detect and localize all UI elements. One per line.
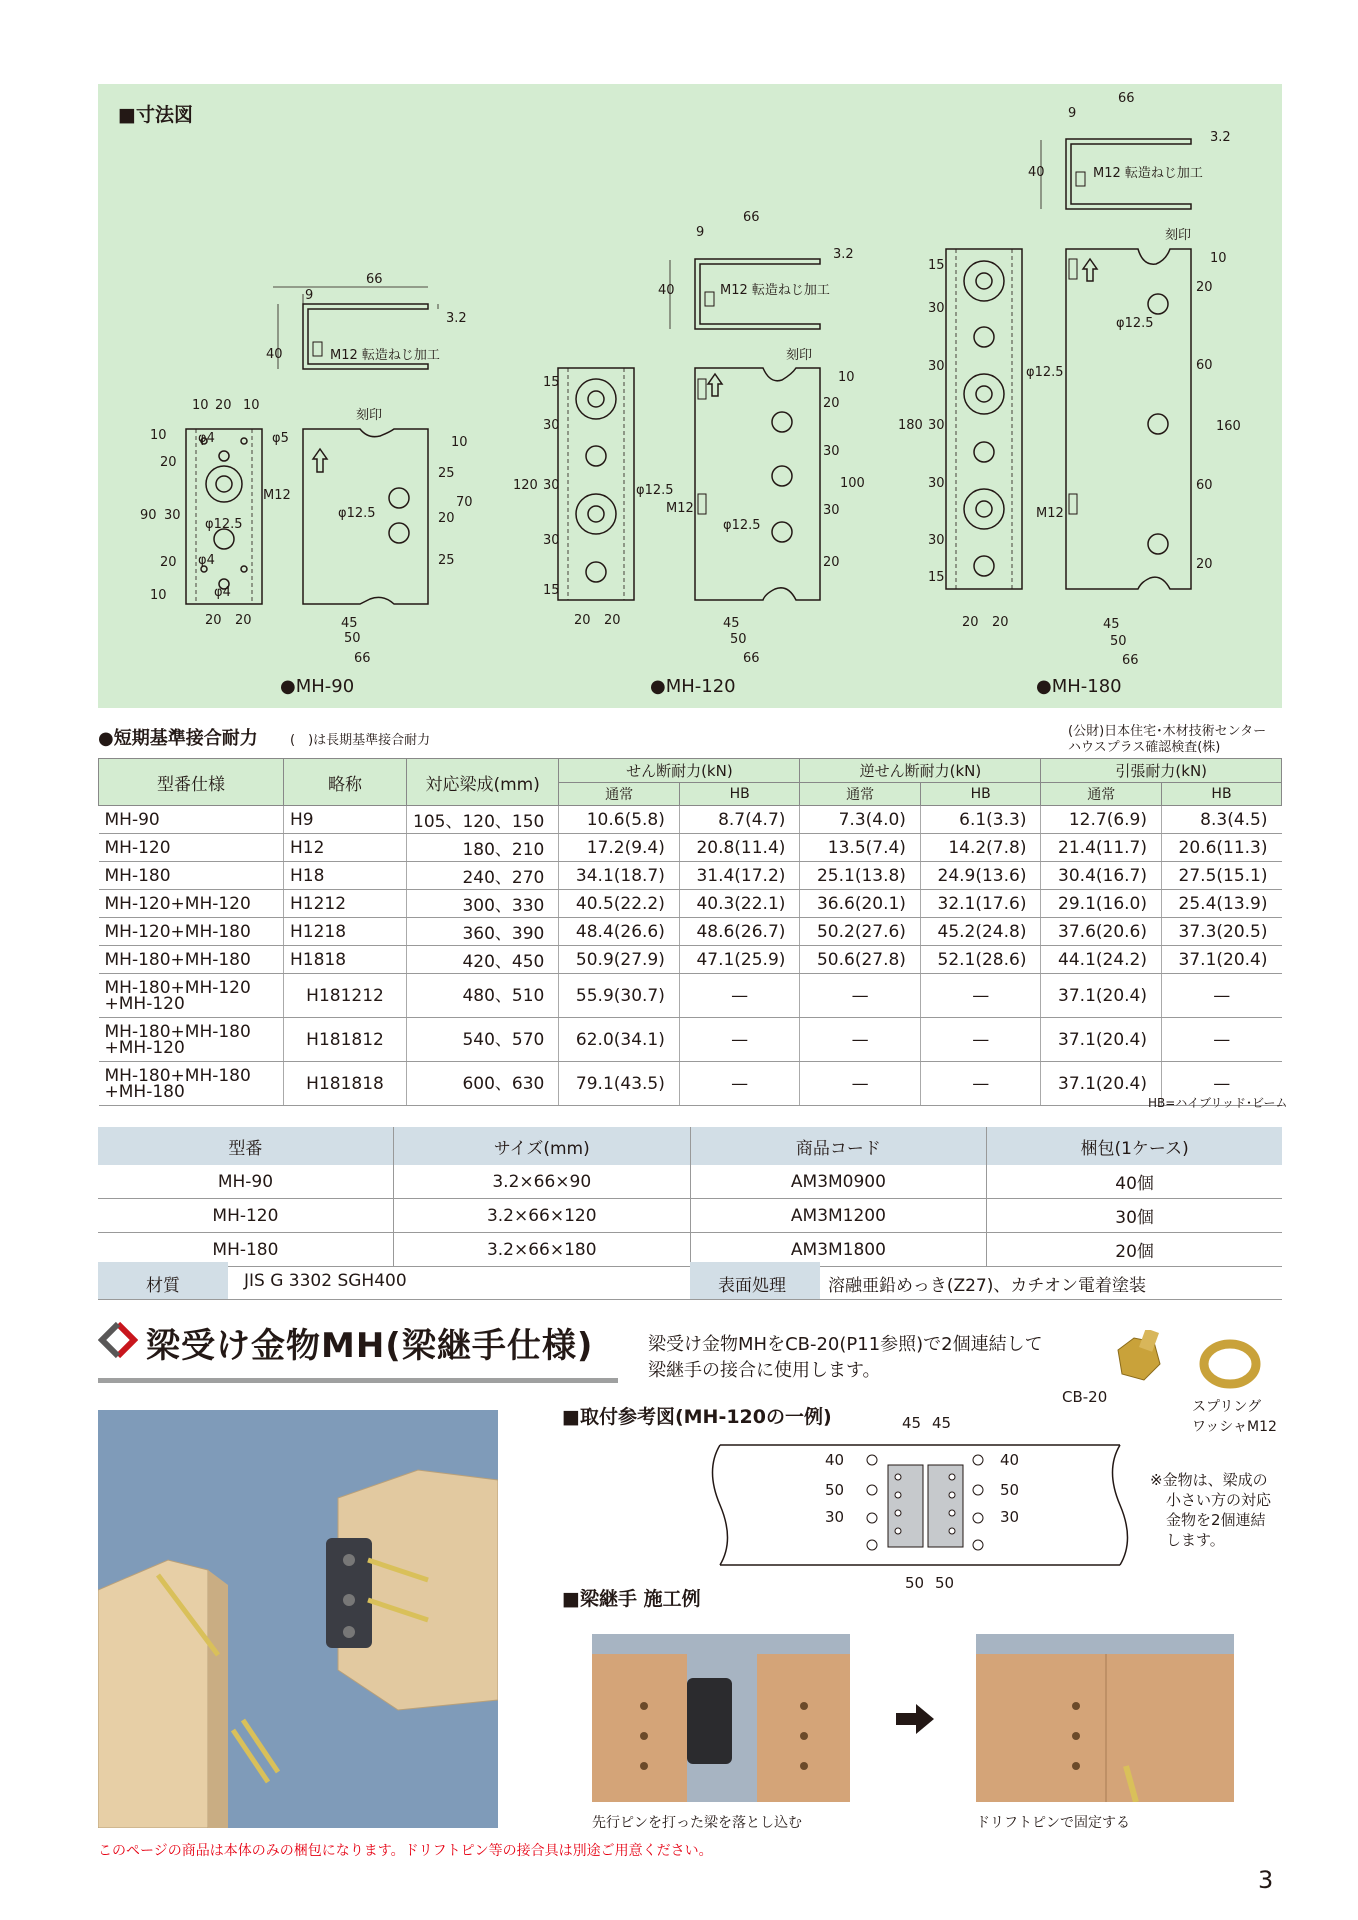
- mount-note-line: します。: [1166, 1531, 1225, 1549]
- svg-text:90: 90: [140, 508, 157, 523]
- cell-model: [99, 1018, 284, 1062]
- cell-value: 45.2(24.8): [920, 918, 1041, 946]
- svg-text:10: 10: [1210, 251, 1227, 266]
- col-model: 型番: [98, 1127, 393, 1165]
- cell-beam: 600、630: [407, 1062, 559, 1106]
- mount-section-title: ■取付参考図(MH-120の一例): [562, 1406, 832, 1428]
- col-hb: HB: [679, 783, 800, 806]
- dimension-section-title: ■寸法図: [118, 104, 193, 126]
- mount-dim-l30: 30: [825, 1508, 845, 1526]
- svg-text:30: 30: [543, 418, 560, 433]
- mh120-dim-66: 66: [743, 210, 760, 225]
- mh180-dim-40: 40: [1028, 165, 1045, 180]
- col-code: 商品コード: [690, 1127, 987, 1165]
- svg-text:45: 45: [723, 616, 740, 631]
- table-cell: MH-90: [98, 1165, 393, 1199]
- mh120-dim-9: 9: [696, 225, 705, 240]
- washer-icon: [1198, 1336, 1262, 1392]
- col-reverse-shear: 逆せん断耐力(kN): [800, 759, 1041, 783]
- material-row: [98, 1262, 1282, 1300]
- cell-value: 30.4(16.7): [1041, 862, 1162, 890]
- mount-dim-l50: 50: [825, 1481, 845, 1499]
- svg-text:φ12.5: φ12.5: [636, 483, 674, 498]
- cell-value: 36.6(20.1): [800, 890, 921, 918]
- table-row: [99, 806, 1282, 834]
- mount-drawing: [700, 1410, 1140, 1600]
- model-line: MH-180: [104, 865, 171, 886]
- cell-value: 24.9(13.6): [920, 862, 1041, 890]
- table-cell: 30個: [987, 1199, 1282, 1233]
- mh180-dim-9: 9: [1068, 106, 1077, 121]
- mh120-phi12-5: φ12.5: [723, 518, 761, 533]
- table-row: [98, 1199, 1282, 1233]
- table-row: [99, 1062, 1282, 1106]
- cell-value: 7.3(4.0): [800, 806, 921, 834]
- svg-text:φ4: φ4: [198, 431, 215, 446]
- mh180-thread-label: M12 転造ねじ加工: [1093, 166, 1203, 181]
- svg-text:25: 25: [438, 553, 455, 568]
- svg-text:10: 10: [838, 370, 855, 385]
- cell-model: [99, 890, 284, 918]
- mh120-m12-label: M12: [666, 501, 694, 516]
- mh120-label: ●MH-120: [650, 676, 736, 697]
- cell-value: —: [1162, 1018, 1282, 1062]
- cell-value: —: [1162, 1062, 1282, 1106]
- material-value: JIS G 3302 SGH400: [244, 1271, 407, 1291]
- mh120-dim-40: 40: [658, 283, 675, 298]
- mount-dim-b50a: 50: [905, 1574, 925, 1592]
- svg-text:30: 30: [928, 476, 945, 491]
- svg-text:15: 15: [543, 583, 560, 598]
- svg-text:φ12.5: φ12.5: [205, 517, 243, 532]
- cell-value: —: [679, 1062, 800, 1106]
- table-cell: 40個: [987, 1165, 1282, 1199]
- svg-text:15: 15: [543, 375, 560, 390]
- svg-text:30: 30: [928, 359, 945, 374]
- cell-value: 44.1(24.2): [1041, 946, 1162, 974]
- svg-text:20: 20: [823, 555, 840, 570]
- cell-value: 50.2(27.6): [800, 918, 921, 946]
- table-cell: 3.2×66×180: [393, 1233, 690, 1267]
- cell-beam: 105、120、150: [407, 806, 559, 834]
- svg-text:φ4: φ4: [198, 553, 215, 568]
- mh180-front-plate: [946, 249, 1022, 589]
- svg-text:50: 50: [344, 631, 361, 646]
- mh90-dim-40: 40: [266, 347, 283, 362]
- table-row: [99, 946, 1282, 974]
- svg-text:50: 50: [1110, 634, 1127, 649]
- model-line: MH-120: [104, 837, 171, 858]
- cell-value: 50.6(27.8): [800, 946, 921, 974]
- mh120-thread-label: M12 転造ねじ加工: [720, 283, 830, 298]
- mount-dim-b50b: 50: [935, 1574, 955, 1592]
- mh90-thread-label: M12 転造ねじ加工: [330, 348, 440, 363]
- dimension-drawings: [98, 84, 1282, 708]
- svg-text:30: 30: [164, 508, 181, 523]
- cell-value: 17.2(9.4): [559, 834, 680, 862]
- svg-text:30: 30: [823, 444, 840, 459]
- col-normal: 通常: [1041, 783, 1162, 806]
- construction-photo-1: [592, 1634, 850, 1802]
- svg-text:15: 15: [928, 258, 945, 273]
- col-model-spec: 型番仕様: [99, 759, 284, 806]
- brand-logo-icon: [98, 1320, 138, 1360]
- cell-model: [99, 918, 284, 946]
- cell-beam: 180、210: [407, 834, 559, 862]
- cell-abbr: H1212: [284, 890, 407, 918]
- mh180-stamp-label: 刻印: [1165, 228, 1192, 243]
- cell-value: 52.1(28.6): [920, 946, 1041, 974]
- svg-text:φ12.5: φ12.5: [1026, 365, 1064, 380]
- svg-text:30: 30: [928, 418, 945, 433]
- surface-label: 表面処理: [718, 1276, 786, 1296]
- svg-text:20: 20: [574, 613, 591, 628]
- cell-value: 8.3(4.5): [1162, 806, 1282, 834]
- model-line: MH-180+MH-180: [104, 1065, 251, 1086]
- cell-model: [99, 946, 284, 974]
- cell-abbr: H1218: [284, 918, 407, 946]
- cell-model: [99, 1062, 284, 1106]
- bolt-icon: [1110, 1330, 1170, 1390]
- cell-value: 25.4(13.9): [1162, 890, 1282, 918]
- cell-beam: 360、390: [407, 918, 559, 946]
- cell-value: 47.1(25.9): [679, 946, 800, 974]
- cell-value: 37.6(20.6): [1041, 918, 1162, 946]
- surface-value: 溶融亜鉛めっき(Z27)、カチオン電着塗装: [828, 1276, 1147, 1296]
- table-row: [99, 974, 1282, 1018]
- cell-value: —: [679, 1018, 800, 1062]
- cell-value: —: [800, 1062, 921, 1106]
- table-row: [99, 890, 1282, 918]
- model-line: MH-120+MH-180: [104, 921, 251, 942]
- cell-value: 34.1(18.7): [559, 862, 680, 890]
- svg-text:20: 20: [1196, 557, 1213, 572]
- cell-value: 37.1(20.4): [1162, 946, 1282, 974]
- svg-text:60: 60: [1196, 478, 1213, 493]
- joint-illustration: [98, 1410, 498, 1828]
- product-desc-2: 梁継手の接合に使用します。: [648, 1360, 881, 1381]
- mh90-label: ●MH-90: [280, 676, 355, 697]
- cell-abbr: H9: [284, 806, 407, 834]
- model-line: MH-90: [104, 809, 160, 830]
- cell-model: [99, 834, 284, 862]
- strength-section-title: ●短期基準接合耐力: [98, 728, 258, 749]
- cell-value: 37.1(20.4): [1041, 974, 1162, 1018]
- svg-text:30: 30: [928, 533, 945, 548]
- cell-abbr: H181812: [284, 1018, 407, 1062]
- cb20-label: CB-20: [1062, 1388, 1108, 1406]
- col-package: 梱包(1ケース): [987, 1127, 1282, 1165]
- model-line: MH-180+MH-180: [104, 1021, 251, 1042]
- cell-value: 31.4(17.2): [679, 862, 800, 890]
- mh90-m12-label: M12: [263, 488, 291, 503]
- strength-table-header-row: [99, 759, 1282, 783]
- table-row: [99, 834, 1282, 862]
- table-cell: 20個: [987, 1233, 1282, 1267]
- svg-text:25: 25: [438, 466, 455, 481]
- mh120-dim-3-2: 3.2: [833, 247, 854, 262]
- svg-text:45: 45: [341, 616, 358, 631]
- svg-text:30: 30: [543, 533, 560, 548]
- svg-text:66: 66: [743, 651, 760, 666]
- cell-beam: 420、450: [407, 946, 559, 974]
- cell-value: 25.1(13.8): [800, 862, 921, 890]
- svg-text:50: 50: [730, 632, 747, 647]
- svg-text:20: 20: [604, 613, 621, 628]
- table-cell: AM3M1200: [690, 1199, 987, 1233]
- cell-value: 13.5(7.4): [800, 834, 921, 862]
- cell-value: 55.9(30.7): [559, 974, 680, 1018]
- cell-value: 12.7(6.9): [1041, 806, 1162, 834]
- cell-value: —: [800, 974, 921, 1018]
- model-line: +MH-120: [104, 1037, 185, 1058]
- cell-value: —: [920, 1062, 1041, 1106]
- cell-value: 79.1(43.5): [559, 1062, 680, 1106]
- svg-text:60: 60: [1196, 358, 1213, 373]
- col-tension: 引張耐力(kN): [1041, 759, 1282, 783]
- product-title: 梁受け金物MH(梁継手仕様): [146, 1326, 594, 1366]
- svg-text:φ4: φ4: [214, 585, 231, 600]
- svg-text:φ5: φ5: [272, 431, 289, 446]
- svg-text:10: 10: [150, 588, 167, 603]
- cell-abbr: H18: [284, 862, 407, 890]
- cell-value: 40.3(22.1): [679, 890, 800, 918]
- mh180-label: ●MH-180: [1036, 676, 1122, 697]
- svg-text:20: 20: [438, 511, 455, 526]
- table-row: [99, 918, 1282, 946]
- table-row: [99, 862, 1282, 890]
- svg-text:30: 30: [928, 301, 945, 316]
- strength-note: ( )は長期基準接合耐力: [290, 733, 431, 748]
- mh90-front-dimensions: [140, 398, 289, 628]
- svg-text:70: 70: [456, 495, 473, 510]
- cell-model: [99, 862, 284, 890]
- col-shear: せん断耐力(kN): [559, 759, 800, 783]
- mount-dim-r50: 50: [1000, 1481, 1020, 1499]
- mh90-dim-66: 66: [366, 272, 383, 287]
- mount-note-line: ※金物は、梁成の: [1150, 1471, 1268, 1489]
- cell-value: —: [679, 974, 800, 1018]
- construction-caption-2: ドリフトピンで固定する: [976, 1815, 1130, 1831]
- svg-text:180: 180: [898, 418, 923, 433]
- cell-value: 48.4(26.6): [559, 918, 680, 946]
- col-normal: 通常: [800, 783, 921, 806]
- svg-text:66: 66: [354, 651, 371, 666]
- table-cell: AM3M0900: [690, 1165, 987, 1199]
- col-hb: HB: [920, 783, 1041, 806]
- table-row: [99, 1018, 1282, 1062]
- strength-table: [98, 758, 1282, 1106]
- cell-value: 20.8(11.4): [679, 834, 800, 862]
- mh180-m12-label: M12: [1036, 506, 1064, 521]
- mount-note: [1150, 1470, 1271, 1550]
- mount-dim-r40: 40: [1000, 1451, 1020, 1469]
- svg-text:10: 10: [451, 435, 468, 450]
- cell-model: [99, 806, 284, 834]
- construction-caption-1: 先行ピンを打った梁を落とし込む: [592, 1815, 802, 1831]
- svg-text:30: 30: [543, 478, 560, 493]
- mh180-side-plate: [1066, 249, 1191, 589]
- svg-text:120: 120: [513, 478, 538, 493]
- svg-text:20: 20: [1196, 280, 1213, 295]
- model-line: MH-180+MH-120: [104, 977, 251, 998]
- cell-value: 50.9(27.9): [559, 946, 680, 974]
- mh90-phi12-5: φ12.5: [338, 506, 376, 521]
- table-row: [98, 1165, 1282, 1199]
- model-line: MH-180+MH-180: [104, 949, 251, 970]
- mh180-side-dimensions: [1103, 251, 1241, 668]
- svg-text:20: 20: [215, 398, 232, 413]
- svg-text:20: 20: [235, 613, 252, 628]
- cell-abbr: H12: [284, 834, 407, 862]
- cell-value: 62.0(34.1): [559, 1018, 680, 1062]
- mh120-stamp-label: 刻印: [786, 348, 813, 363]
- model-line: MH-120+MH-120: [104, 893, 251, 914]
- cell-value: 37.1(20.4): [1041, 1018, 1162, 1062]
- washer-label-2: ワッシャM12: [1192, 1419, 1277, 1435]
- table-cell: MH-120: [98, 1199, 393, 1233]
- hb-note: HB=ハイブリッド･ビーム: [1148, 1096, 1288, 1110]
- mh180-dim-3-2: 3.2: [1210, 130, 1231, 145]
- svg-text:10: 10: [192, 398, 209, 413]
- table-cell: 3.2×66×120: [393, 1199, 690, 1233]
- cell-value: —: [800, 1018, 921, 1062]
- col-normal: 通常: [559, 783, 680, 806]
- cell-beam: 300、330: [407, 890, 559, 918]
- cell-value: 8.7(4.7): [679, 806, 800, 834]
- cell-abbr: H181818: [284, 1062, 407, 1106]
- svg-text:20: 20: [160, 455, 177, 470]
- page-number: 3: [1258, 1866, 1274, 1894]
- cell-value: 20.6(11.3): [1162, 834, 1282, 862]
- cell-value: 32.1(17.6): [920, 890, 1041, 918]
- model-line: +MH-120: [104, 993, 185, 1014]
- svg-text:66: 66: [1122, 653, 1139, 668]
- cell-value: 40.5(22.2): [559, 890, 680, 918]
- mount-note-line: 小さい方の対応: [1166, 1491, 1272, 1509]
- source-line-1: (公財)日本住宅･木材技術センター: [1068, 724, 1267, 739]
- svg-text:15: 15: [928, 570, 945, 585]
- cell-value: 27.5(15.1): [1162, 862, 1282, 890]
- mount-dim-top-b: 45: [932, 1414, 952, 1432]
- cell-value: —: [920, 974, 1041, 1018]
- svg-text:10: 10: [243, 398, 260, 413]
- product-desc-1: 梁受け金物MHをCB-20(P11参照)で2個連結して: [648, 1334, 1043, 1355]
- mh180-phi12-5: φ12.5: [1116, 316, 1154, 331]
- mh120-front-plate: [558, 368, 634, 600]
- svg-text:100: 100: [840, 476, 865, 491]
- cell-value: 21.4(11.7): [1041, 834, 1162, 862]
- svg-text:20: 20: [205, 613, 222, 628]
- svg-text:20: 20: [160, 555, 177, 570]
- cell-value: 37.3(20.5): [1162, 918, 1282, 946]
- svg-text:20: 20: [962, 615, 979, 630]
- footer-note: このページの商品は本体のみの梱包になります。ドリフトピン等の接合具は別途ご用意ください。: [98, 1843, 713, 1859]
- cell-beam: 240、270: [407, 862, 559, 890]
- mount-dim-r30: 30: [1000, 1508, 1020, 1526]
- construction-photo-2: [976, 1634, 1234, 1802]
- cell-abbr: H181212: [284, 974, 407, 1018]
- cell-value: 37.1(20.4): [1041, 1062, 1162, 1106]
- cell-beam: 480、510: [407, 974, 559, 1018]
- washer-label-1: スプリング: [1192, 1399, 1262, 1415]
- cell-value: —: [920, 1018, 1041, 1062]
- construction-section-title: ■梁継手 施工例: [562, 1588, 701, 1610]
- mh120-front-dimensions: [513, 375, 674, 628]
- mh90-side-dimensions: [341, 435, 473, 666]
- mh90-stamp-label: 刻印: [356, 408, 383, 423]
- arrow-icon: [896, 1704, 936, 1734]
- cell-beam: 540、570: [407, 1018, 559, 1062]
- mh120-side-plate: [695, 368, 820, 600]
- cell-value: —: [1162, 974, 1282, 1018]
- table-cell: MH-180: [98, 1233, 393, 1267]
- mh180-dim-66: 66: [1118, 91, 1135, 106]
- title-underline: [98, 1378, 618, 1383]
- mount-dim-l40: 40: [825, 1451, 845, 1469]
- cell-value: 10.6(5.8): [559, 806, 680, 834]
- dimension-drawing-panel: [98, 84, 1282, 708]
- cell-value: 48.6(26.7): [679, 918, 800, 946]
- product-table: [98, 1127, 1282, 1267]
- material-label: 材質: [146, 1276, 180, 1296]
- table-cell: AM3M1800: [690, 1233, 987, 1267]
- col-beam: 対応梁成(mm): [407, 759, 559, 806]
- model-line: +MH-180: [104, 1081, 185, 1102]
- svg-text:45: 45: [1103, 617, 1120, 632]
- mount-note-line: 金物を2個連結: [1166, 1511, 1266, 1529]
- cell-abbr: H1818: [284, 946, 407, 974]
- mh90-dim-9: 9: [305, 288, 314, 303]
- source-line-2: ハウスプラス確認検査(株): [1068, 740, 1221, 755]
- cell-value: 6.1(3.3): [920, 806, 1041, 834]
- cell-value: 14.2(7.8): [920, 834, 1041, 862]
- mh90-dim-3-2: 3.2: [446, 311, 467, 326]
- cell-value: 29.1(16.0): [1041, 890, 1162, 918]
- col-hb: HB: [1162, 783, 1282, 806]
- svg-text:160: 160: [1216, 419, 1241, 434]
- svg-text:20: 20: [992, 615, 1009, 630]
- cell-model: [99, 974, 284, 1018]
- table-cell: 3.2×66×90: [393, 1165, 690, 1199]
- svg-text:30: 30: [823, 503, 840, 518]
- mh180-front-dimensions: [898, 258, 1064, 630]
- product-table-header: [98, 1127, 1282, 1165]
- svg-text:20: 20: [823, 396, 840, 411]
- col-size: サイズ(mm): [393, 1127, 690, 1165]
- svg-text:10: 10: [150, 428, 167, 443]
- mount-dim-top-a: 45: [902, 1414, 922, 1432]
- col-abbr: 略称: [284, 759, 407, 806]
